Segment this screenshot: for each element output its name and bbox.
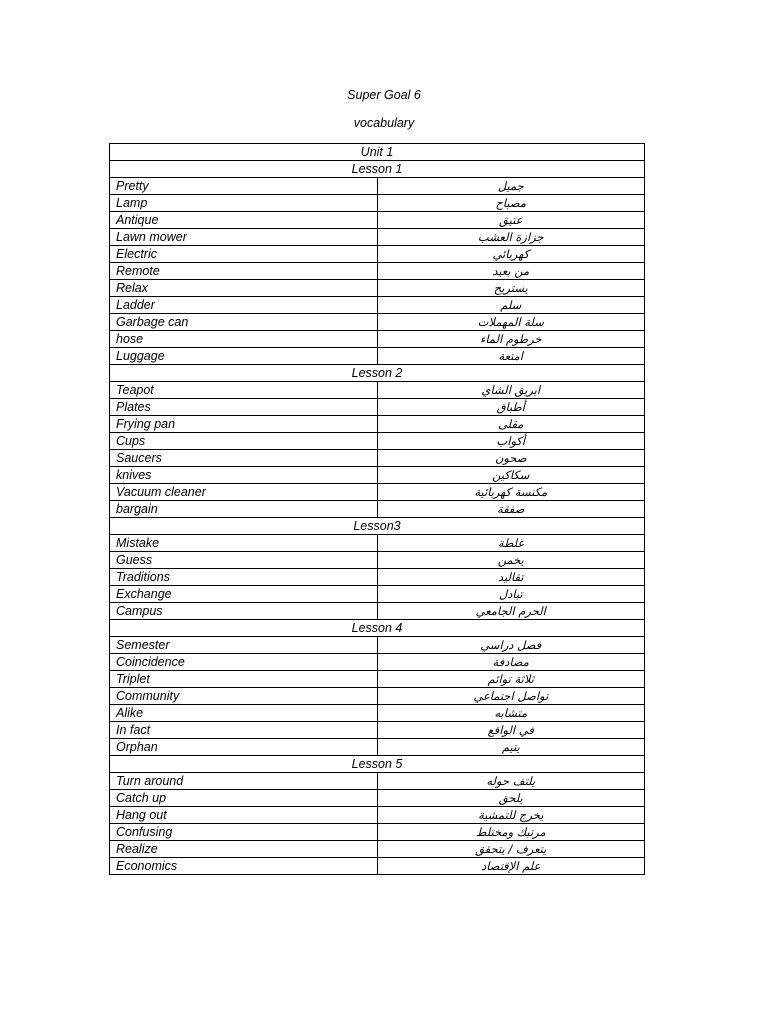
- lesson-header: Lesson 4: [110, 620, 645, 637]
- vocabulary-table: [109, 143, 645, 875]
- arabic-translation: خرطوم الماء: [377, 331, 645, 348]
- english-word: Saucers: [110, 450, 378, 467]
- arabic-translation: مصادفة: [377, 654, 645, 671]
- lesson-header: Lesson3: [110, 518, 645, 535]
- vocab-row: [110, 841, 645, 858]
- english-word: Mistake: [110, 535, 378, 552]
- english-word: Realize: [110, 841, 378, 858]
- english-word: Catch up: [110, 790, 378, 807]
- vocab-row: [110, 722, 645, 739]
- english-word: Economics: [110, 858, 378, 875]
- english-word: bargain: [110, 501, 378, 518]
- vocab-row: [110, 773, 645, 790]
- vocab-row: [110, 399, 645, 416]
- vocabulary-table-body: [110, 144, 645, 875]
- english-word: Confusing: [110, 824, 378, 841]
- arabic-translation: سلة المهملات: [377, 314, 645, 331]
- vocab-row: [110, 331, 645, 348]
- vocab-row: [110, 382, 645, 399]
- vocab-row: [110, 178, 645, 195]
- english-word: Lamp: [110, 195, 378, 212]
- arabic-translation: يخمن: [377, 552, 645, 569]
- english-word: Coincidence: [110, 654, 378, 671]
- english-word: Semester: [110, 637, 378, 654]
- english-word: Turn around: [110, 773, 378, 790]
- arabic-translation: سلم: [377, 297, 645, 314]
- arabic-translation: يخرج للتمشية: [377, 807, 645, 824]
- arabic-translation: جزازة العشب: [377, 229, 645, 246]
- arabic-translation: متشابه: [377, 705, 645, 722]
- vocab-row: [110, 263, 645, 280]
- english-word: Lawn mower: [110, 229, 378, 246]
- vocab-row: [110, 705, 645, 722]
- vocab-row: [110, 195, 645, 212]
- vocab-row: [110, 654, 645, 671]
- arabic-translation: امتعة: [377, 348, 645, 365]
- vocab-row: [110, 790, 645, 807]
- english-word: Teapot: [110, 382, 378, 399]
- vocab-row: [110, 552, 645, 569]
- arabic-translation: يتيم: [377, 739, 645, 756]
- lesson-header-row: [110, 518, 645, 535]
- vocab-row: [110, 348, 645, 365]
- vocab-row: [110, 824, 645, 841]
- document-title: Super Goal 6: [347, 88, 421, 102]
- document-subtitle: vocabulary: [353, 116, 415, 130]
- english-word: Relax: [110, 280, 378, 297]
- english-word: Antique: [110, 212, 378, 229]
- vocab-row: [110, 433, 645, 450]
- vocab-row: [110, 569, 645, 586]
- english-word: Campus: [110, 603, 378, 620]
- lesson-header: Lesson 2: [110, 365, 645, 382]
- arabic-translation: غلطة: [377, 535, 645, 552]
- vocab-row: [110, 246, 645, 263]
- arabic-translation: يلحق: [377, 790, 645, 807]
- english-word: Orphan: [110, 739, 378, 756]
- lesson-header-row: [110, 365, 645, 382]
- english-word: Electric: [110, 246, 378, 263]
- arabic-translation: يتعرف / يتحقق: [377, 841, 645, 858]
- vocab-row: [110, 416, 645, 433]
- english-word: Frying pan: [110, 416, 378, 433]
- english-word: Garbage can: [110, 314, 378, 331]
- english-word: Ladder: [110, 297, 378, 314]
- arabic-translation: مرتبك ومختلط: [377, 824, 645, 841]
- vocab-row: [110, 671, 645, 688]
- english-word: knives: [110, 467, 378, 484]
- vocab-row: [110, 535, 645, 552]
- vocab-row: [110, 280, 645, 297]
- vocab-row: [110, 807, 645, 824]
- unit-header: Unit 1: [110, 144, 645, 161]
- vocab-row: [110, 637, 645, 654]
- arabic-translation: مكنسة كهربائية: [377, 484, 645, 501]
- lesson-header: Lesson 1: [110, 161, 645, 178]
- arabic-translation: صفقة: [377, 501, 645, 518]
- english-word: Cups: [110, 433, 378, 450]
- arabic-translation: جميل: [377, 178, 645, 195]
- unit-header-row: [110, 144, 645, 161]
- arabic-translation: من بعيد: [377, 263, 645, 280]
- lesson-header-row: [110, 161, 645, 178]
- arabic-translation: تقاليد: [377, 569, 645, 586]
- arabic-translation: مصباح: [377, 195, 645, 212]
- vocab-row: [110, 688, 645, 705]
- vocab-row: [110, 212, 645, 229]
- arabic-translation: أكواب: [377, 433, 645, 450]
- arabic-translation: علم الإقتصاد: [377, 858, 645, 875]
- vocab-row: [110, 586, 645, 603]
- english-word: Pretty: [110, 178, 378, 195]
- vocab-row: [110, 450, 645, 467]
- vocab-row: [110, 314, 645, 331]
- english-word: Remote: [110, 263, 378, 280]
- arabic-translation: كهربائي: [377, 246, 645, 263]
- english-word: Alike: [110, 705, 378, 722]
- arabic-translation: أطباق: [377, 399, 645, 416]
- vocab-row: [110, 501, 645, 518]
- arabic-translation: عتيق: [377, 212, 645, 229]
- english-word: Vacuum cleaner: [110, 484, 378, 501]
- english-word: In fact: [110, 722, 378, 739]
- arabic-translation: مقلى: [377, 416, 645, 433]
- vocab-row: [110, 603, 645, 620]
- vocab-row: [110, 467, 645, 484]
- arabic-translation: يستريح: [377, 280, 645, 297]
- arabic-translation: يلتف حوله: [377, 773, 645, 790]
- arabic-translation: الحرم الجامعي: [377, 603, 645, 620]
- english-word: Exchange: [110, 586, 378, 603]
- lesson-header-row: [110, 756, 645, 773]
- english-word: Hang out: [110, 807, 378, 824]
- vocab-row: [110, 297, 645, 314]
- english-word: Traditions: [110, 569, 378, 586]
- arabic-translation: سكاكين: [377, 467, 645, 484]
- english-word: Community: [110, 688, 378, 705]
- arabic-translation: في الواقع: [377, 722, 645, 739]
- arabic-translation: صحون: [377, 450, 645, 467]
- english-word: hose: [110, 331, 378, 348]
- lesson-header: Lesson 5: [110, 756, 645, 773]
- english-word: Guess: [110, 552, 378, 569]
- arabic-translation: ثلاثة توائم: [377, 671, 645, 688]
- vocab-row: [110, 858, 645, 875]
- arabic-translation: ابريق الشاي: [377, 382, 645, 399]
- vocab-row: [110, 229, 645, 246]
- lesson-header-row: [110, 620, 645, 637]
- english-word: Triplet: [110, 671, 378, 688]
- english-word: Luggage: [110, 348, 378, 365]
- arabic-translation: تواصل اجتماعي: [377, 688, 645, 705]
- vocab-row: [110, 484, 645, 501]
- arabic-translation: تبادل: [377, 586, 645, 603]
- arabic-translation: فصل دراسي: [377, 637, 645, 654]
- english-word: Plates: [110, 399, 378, 416]
- vocab-row: [110, 739, 645, 756]
